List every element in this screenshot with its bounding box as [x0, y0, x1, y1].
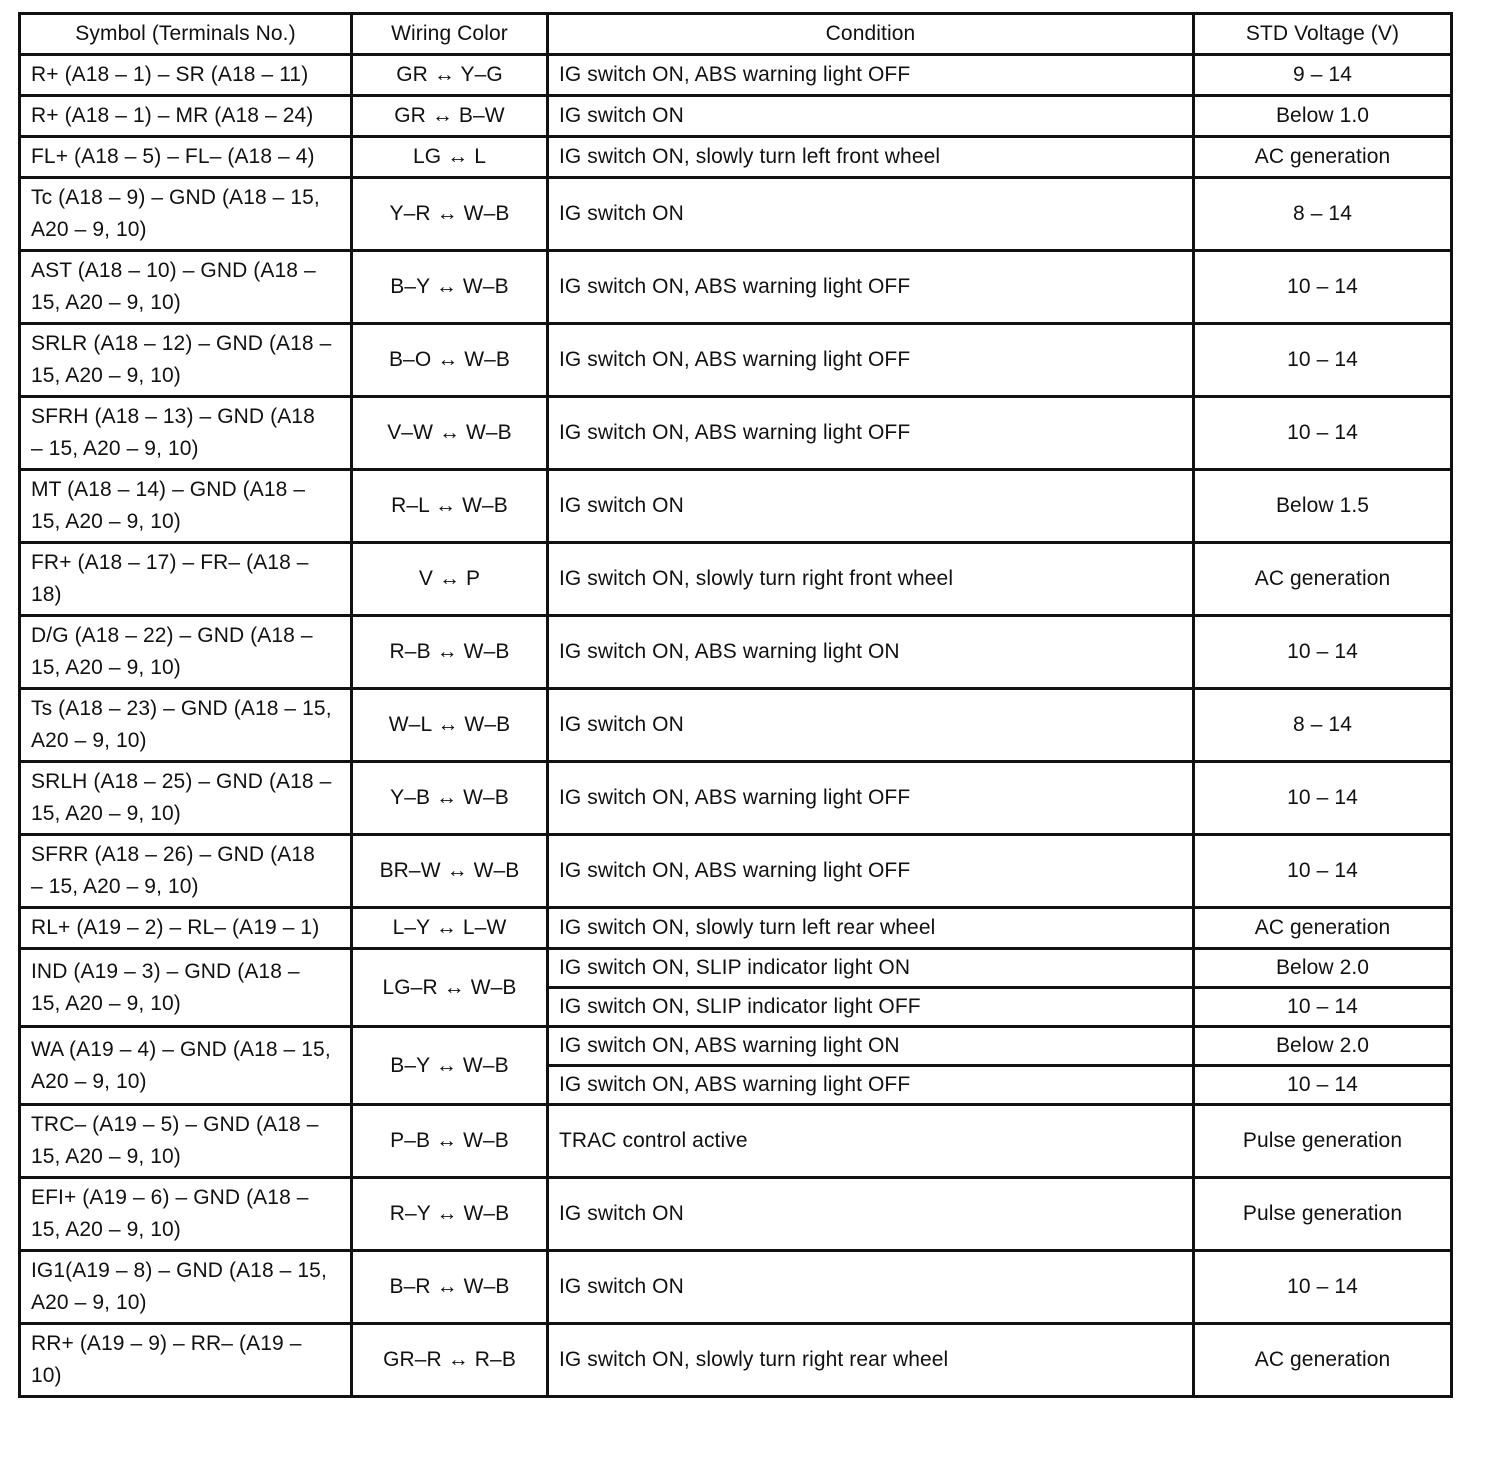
cell-wiring-color: V–W ↔ W–B — [352, 397, 548, 470]
symbol-line: 15, A20 – 9, 10) — [31, 802, 181, 825]
cell-wiring-color: V ↔ P — [352, 543, 548, 616]
table-row — [20, 1178, 1452, 1251]
table-row — [20, 397, 1452, 470]
symbol-line: TRC– (A19 – 5) – GND (A18 – — [31, 1113, 319, 1136]
cell-std-voltage: 9 – 14 — [1194, 55, 1452, 96]
cell-condition: IG switch ON, slowly turn left front wheel — [548, 137, 1194, 178]
cell-condition: IG switch ON, ABS warning light OFF — [548, 251, 1194, 324]
cell-std-voltage: 10 – 14 — [1194, 397, 1452, 470]
cell-wiring-color: B–O ↔ W–B — [352, 324, 548, 397]
symbol-line: RR+ (A19 – 9) – RR– (A19 – — [31, 1332, 302, 1355]
cell-condition: IG switch ON, slowly turn right front wheel — [548, 543, 1194, 616]
cell-std-voltage: 10 – 14 — [1194, 251, 1452, 324]
cell-std-voltage: Below 2.0 — [1194, 949, 1452, 988]
symbol-line: 15, A20 – 9, 10) — [31, 656, 181, 679]
cell-std-voltage: Below 1.0 — [1194, 96, 1452, 137]
symbol-line: MT (A18 – 14) – GND (A18 – — [31, 478, 306, 501]
cell-wiring-color: R–Y ↔ W–B — [352, 1178, 548, 1251]
table-row — [20, 1027, 1452, 1066]
cell-std-voltage: 10 – 14 — [1194, 616, 1452, 689]
cell-condition: IG switch ON, SLIP indicator light OFF — [548, 988, 1194, 1027]
cell-std-voltage: AC generation — [1194, 137, 1452, 178]
symbol-line: A20 – 9, 10) — [31, 729, 147, 752]
cell-symbol — [20, 1027, 352, 1105]
cell-condition: IG switch ON, ABS warning light OFF — [548, 324, 1194, 397]
cell-symbol — [20, 616, 352, 689]
cell-condition: IG switch ON — [548, 470, 1194, 543]
cell-symbol — [20, 835, 352, 908]
cell-std-voltage: 10 – 14 — [1194, 1251, 1452, 1324]
cell-symbol — [20, 251, 352, 324]
cell-std-voltage: 10 – 14 — [1194, 988, 1452, 1027]
cell-symbol — [20, 1105, 352, 1178]
header-row — [20, 14, 1452, 55]
cell-wiring-color: W–L ↔ W–B — [352, 689, 548, 762]
cell-symbol — [20, 137, 352, 178]
cell-symbol — [20, 55, 352, 96]
cell-condition: IG switch ON, slowly turn right rear wheel — [548, 1324, 1194, 1397]
cell-condition: IG switch ON, slowly turn left rear wheel — [548, 908, 1194, 949]
cell-symbol — [20, 1178, 352, 1251]
table-row — [20, 616, 1452, 689]
cell-wiring-color: L–Y ↔ L–W — [352, 908, 548, 949]
symbol-line: – 15, A20 – 9, 10) — [31, 875, 199, 898]
cell-wiring-color: BR–W ↔ W–B — [352, 835, 548, 908]
table-row — [20, 96, 1452, 137]
header-condition: Condition — [548, 14, 1194, 55]
symbol-line: R+ (A18 – 1) – SR (A18 – 11) — [31, 63, 309, 86]
cell-condition: IG switch ON, SLIP indicator light ON — [548, 949, 1194, 988]
table-row — [20, 689, 1452, 762]
table-row — [20, 470, 1452, 543]
cell-wiring-color: Y–B ↔ W–B — [352, 762, 548, 835]
symbol-line: A20 – 9, 10) — [31, 1291, 147, 1314]
table-row — [20, 835, 1452, 908]
table-header — [20, 14, 1452, 55]
cell-symbol — [20, 1324, 352, 1397]
table-row — [20, 1324, 1452, 1397]
symbol-line: WA (A19 – 4) – GND (A18 – 15, — [31, 1037, 331, 1061]
cell-symbol — [20, 543, 352, 616]
cell-std-voltage: 10 – 14 — [1194, 1066, 1452, 1105]
symbol-line: 15, A20 – 9, 10) — [31, 1218, 181, 1241]
symbol-line: A20 – 9, 10) — [31, 1069, 147, 1093]
cell-std-voltage: AC generation — [1194, 1324, 1452, 1397]
cell-wiring-color: Y–R ↔ W–B — [352, 178, 548, 251]
symbol-line: 15, A20 – 9, 10) — [31, 1145, 181, 1168]
symbol-line: IND (A19 – 3) – GND (A18 – — [31, 959, 300, 983]
cell-std-voltage: Below 2.0 — [1194, 1027, 1452, 1066]
symbol-line: RL+ (A19 – 2) – RL– (A19 – 1) — [31, 916, 320, 939]
cell-condition: IG switch ON, ABS warning light ON — [548, 616, 1194, 689]
cell-std-voltage: 10 – 14 — [1194, 835, 1452, 908]
symbol-line: SRLH (A18 – 25) – GND (A18 – — [31, 770, 332, 793]
cell-symbol — [20, 470, 352, 543]
cell-symbol — [20, 908, 352, 949]
cell-std-voltage: 10 – 14 — [1194, 762, 1452, 835]
cell-condition: IG switch ON — [548, 1251, 1194, 1324]
cell-std-voltage: 8 – 14 — [1194, 689, 1452, 762]
cell-condition: IG switch ON — [548, 1178, 1194, 1251]
symbol-line: SRLR (A18 – 12) – GND (A18 – — [31, 332, 332, 355]
cell-condition: IG switch ON, ABS warning light ON — [548, 1027, 1194, 1066]
cell-std-voltage: Pulse generation — [1194, 1178, 1452, 1251]
cell-wiring-color: LG ↔ L — [352, 137, 548, 178]
cell-wiring-color: B–R ↔ W–B — [352, 1251, 548, 1324]
cell-symbol — [20, 178, 352, 251]
header-std-voltage: STD Voltage (V) — [1194, 14, 1452, 55]
cell-wiring-color: LG–R ↔ W–B — [352, 949, 548, 1027]
symbol-line: SFRH (A18 – 13) – GND (A18 — [31, 405, 315, 428]
table-row — [20, 543, 1452, 616]
cell-wiring-color: GR ↔ Y–G — [352, 55, 548, 96]
table-row — [20, 251, 1452, 324]
cell-wiring-color: R–B ↔ W–B — [352, 616, 548, 689]
symbol-line: 15, A20 – 9, 10) — [31, 364, 181, 387]
symbol-line: 15, A20 – 9, 10) — [31, 510, 181, 533]
cell-condition: IG switch ON — [548, 96, 1194, 137]
table-row — [20, 949, 1452, 988]
table-row — [20, 324, 1452, 397]
header-symbol: Symbol (Terminals No.) — [20, 14, 352, 55]
table-row — [20, 178, 1452, 251]
cell-wiring-color: B–Y ↔ W–B — [352, 251, 548, 324]
symbol-line: 15, A20 – 9, 10) — [31, 291, 181, 314]
table-row — [20, 1105, 1452, 1178]
symbol-line: A20 – 9, 10) — [31, 218, 147, 241]
cell-std-voltage: 8 – 14 — [1194, 178, 1452, 251]
symbol-line: AST (A18 – 10) – GND (A18 – — [31, 259, 316, 282]
cell-std-voltage: Below 1.5 — [1194, 470, 1452, 543]
symbol-line: D/G (A18 – 22) – GND (A18 – — [31, 624, 313, 647]
symbol-line: R+ (A18 – 1) – MR (A18 – 24) — [31, 104, 314, 127]
table-row — [20, 137, 1452, 178]
cell-wiring-color: R–L ↔ W–B — [352, 470, 548, 543]
symbol-line: 18) — [31, 583, 62, 606]
cell-std-voltage: AC generation — [1194, 908, 1452, 949]
table-row — [20, 55, 1452, 96]
symbol-line: FR+ (A18 – 17) – FR– (A18 – — [31, 551, 309, 574]
cell-condition: IG switch ON — [548, 178, 1194, 251]
cell-symbol — [20, 949, 352, 1027]
symbol-line: – 15, A20 – 9, 10) — [31, 437, 199, 460]
cell-symbol — [20, 397, 352, 470]
symbol-line: FL+ (A18 – 5) – FL– (A18 – 4) — [31, 145, 315, 168]
cell-symbol — [20, 689, 352, 762]
cell-condition: IG switch ON, ABS warning light OFF — [548, 397, 1194, 470]
symbol-line: EFI+ (A19 – 6) – GND (A18 – — [31, 1186, 309, 1209]
table-row — [20, 762, 1452, 835]
cell-condition: IG switch ON, ABS warning light OFF — [548, 1066, 1194, 1105]
cell-symbol — [20, 1251, 352, 1324]
cell-std-voltage: Pulse generation — [1194, 1105, 1452, 1178]
terminal-voltage-table — [18, 12, 1453, 1398]
cell-wiring-color: GR–R ↔ R–B — [352, 1324, 548, 1397]
cell-symbol — [20, 96, 352, 137]
table-row — [20, 908, 1452, 949]
cell-symbol — [20, 324, 352, 397]
cell-condition: TRAC control active — [548, 1105, 1194, 1178]
cell-wiring-color: B–Y ↔ W–B — [352, 1027, 548, 1105]
table-body — [20, 55, 1452, 1397]
cell-std-voltage: AC generation — [1194, 543, 1452, 616]
cell-condition: IG switch ON, ABS warning light OFF — [548, 55, 1194, 96]
header-wiring-color: Wiring Color — [352, 14, 548, 55]
table-row — [20, 1251, 1452, 1324]
symbol-line: Ts (A18 – 23) – GND (A18 – 15, — [31, 697, 332, 720]
cell-symbol — [20, 762, 352, 835]
cell-condition: IG switch ON, ABS warning light OFF — [548, 762, 1194, 835]
symbol-line: 10) — [31, 1364, 62, 1387]
symbol-line: Tc (A18 – 9) – GND (A18 – 15, — [31, 186, 320, 209]
symbol-line: SFRR (A18 – 26) – GND (A18 — [31, 843, 315, 866]
symbol-line: 15, A20 – 9, 10) — [31, 991, 181, 1015]
cell-condition: IG switch ON — [548, 689, 1194, 762]
cell-wiring-color: GR ↔ B–W — [352, 96, 548, 137]
symbol-line: IG1(A19 – 8) – GND (A18 – 15, — [31, 1259, 327, 1282]
cell-wiring-color: P–B ↔ W–B — [352, 1105, 548, 1178]
cell-condition: IG switch ON, ABS warning light OFF — [548, 835, 1194, 908]
cell-std-voltage: 10 – 14 — [1194, 324, 1452, 397]
